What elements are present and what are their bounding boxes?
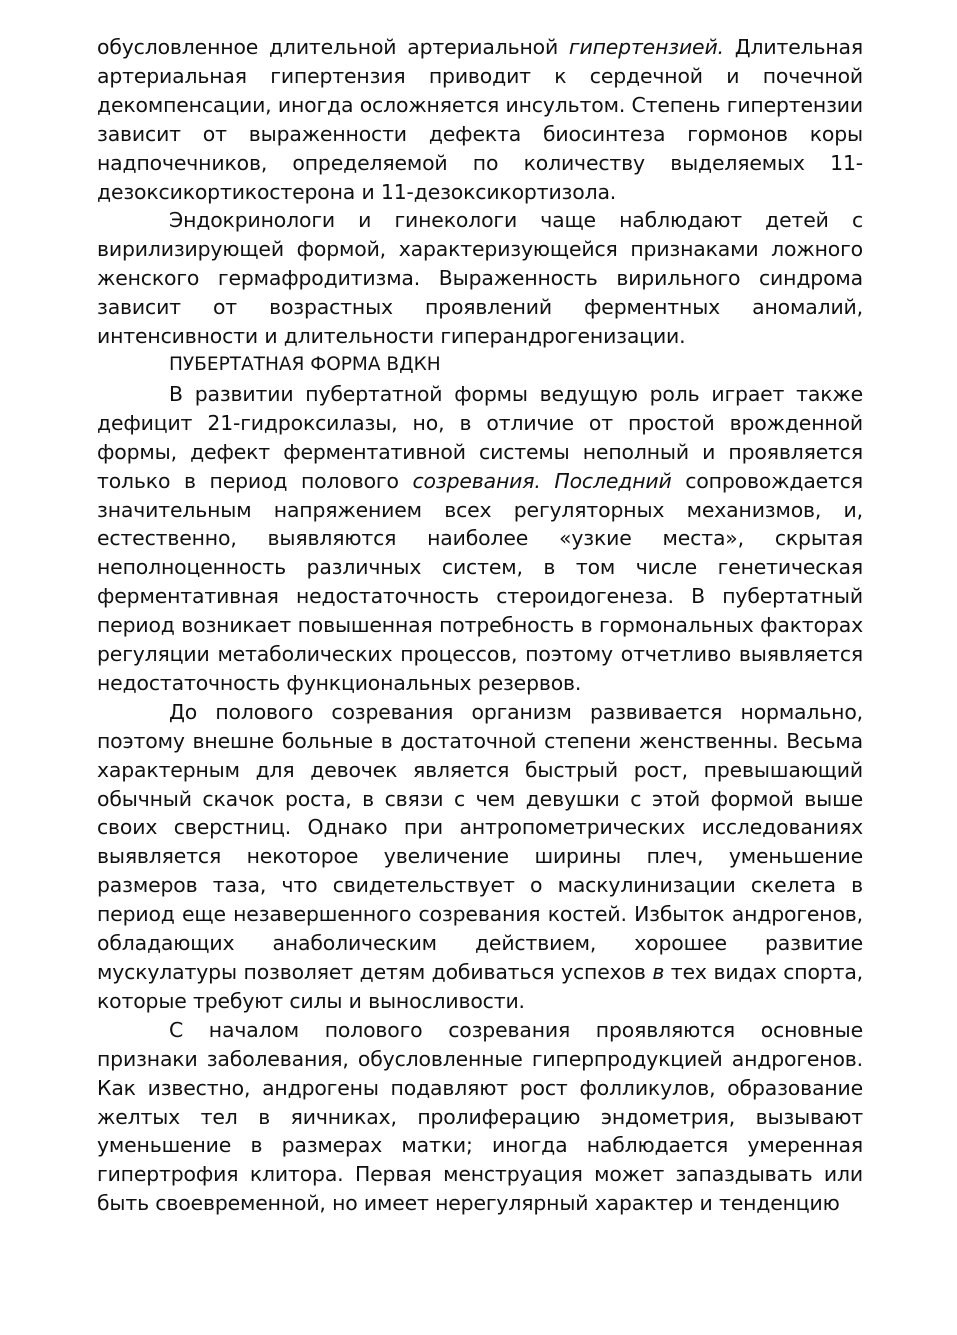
italic-term: созревания. Последний: [412, 468, 672, 493]
heading-text: ПУБЕРТАТНАЯ ФОРМА ВДКН: [169, 353, 441, 375]
paragraph-text: сопровождается значительным напряжением всех регуляторных механизмов, и, естественно, выявляются наиболее «узкие места», скрытая неполноценность различных систем, в том числе генетическая ферментативная недостаточность стероидогенеза. В пубертатный период возникает повышенная потребность в гормональных факторах регуляции метаболических процессов, поэтому отчетливо выявляется недостаточность функциональных резервов.: [97, 468, 863, 695]
paragraph-text: Эндокринологи и гинекологи чаще наблюдают детей с вирилизирующей формой, характеризующейся признаками ложного женского гермафродитизма. Выраженность вирильного синдрома зависит от возрастных проявлений ферментных аномалий, интенсивности и длительности гиперандрогенизации.: [97, 208, 863, 349]
paragraph-3: [97, 380, 863, 698]
paragraph-text: До полового созревания организм развивается нормально, поэтому внешне больные в достаточной степени женственны. Весьма характерным для девочек является быстрый рост, превышающий обычный скачок роста, в связи с чем девушки с этой формой выше своих сверстниц. Однако при антропометрических исследованиях выявляется некоторое увеличение ширины плеч, уменьшение размеров таза, что свидетельствует о маскулинизации скелета в период еще незавершенного созревания костей. Избыток андрогенов, обладающих анаболическим действием, хорошее развитие мускулатуры позволяет детям добиваться успехов: [97, 699, 863, 984]
paragraph-2: [97, 206, 863, 351]
paragraph-text: обусловленное длительной артериальной: [97, 35, 569, 59]
italic-term: гипертензией.: [568, 35, 724, 59]
paragraph-5: [97, 1016, 863, 1218]
paragraph-text: В развитии пубертатной формы ведущую роль играет также дефицит 21-гидроксилазы, но, в отличие от простой врожденной формы, дефект ферментативной системы неполный и проявляется только в период полового: [97, 381, 863, 493]
paragraph-4: [97, 698, 863, 1016]
section-heading: [97, 351, 863, 380]
paragraph-text: тех видах спорта, которые требуют силы и выносливости.: [97, 960, 864, 1013]
paragraph-text: С началом полового созревания проявляются основные признаки заболевания, обусловленные гиперпродукцией андрогенов. Как известно, андрогены подавляют рост фолликулов, образование желтых тел в яичниках, пролиферацию эндометрия, вызывают уменьшение в размерах матки; иногда наблюдается умеренная гипертрофия клитора. Первая менструация может запаздывать или быть своевременной, но имеет нерегулярный характер и тенденцию: [97, 1017, 863, 1216]
paragraph-1: [97, 33, 863, 206]
document-page: [97, 33, 863, 1218]
paragraph-text: Длительная артериальная гипертензия приводит к сердечной и почечной декомпенсации, иногда осложняется инсультом. Степень гипертензии зависит от выраженности дефекта биосинтеза гормонов коры надпочечников, определяемой по количеству выделяемых 11-дезоксикортикостерона и 11-дезоксикортизола.: [97, 35, 863, 204]
italic-term: в: [652, 960, 665, 984]
